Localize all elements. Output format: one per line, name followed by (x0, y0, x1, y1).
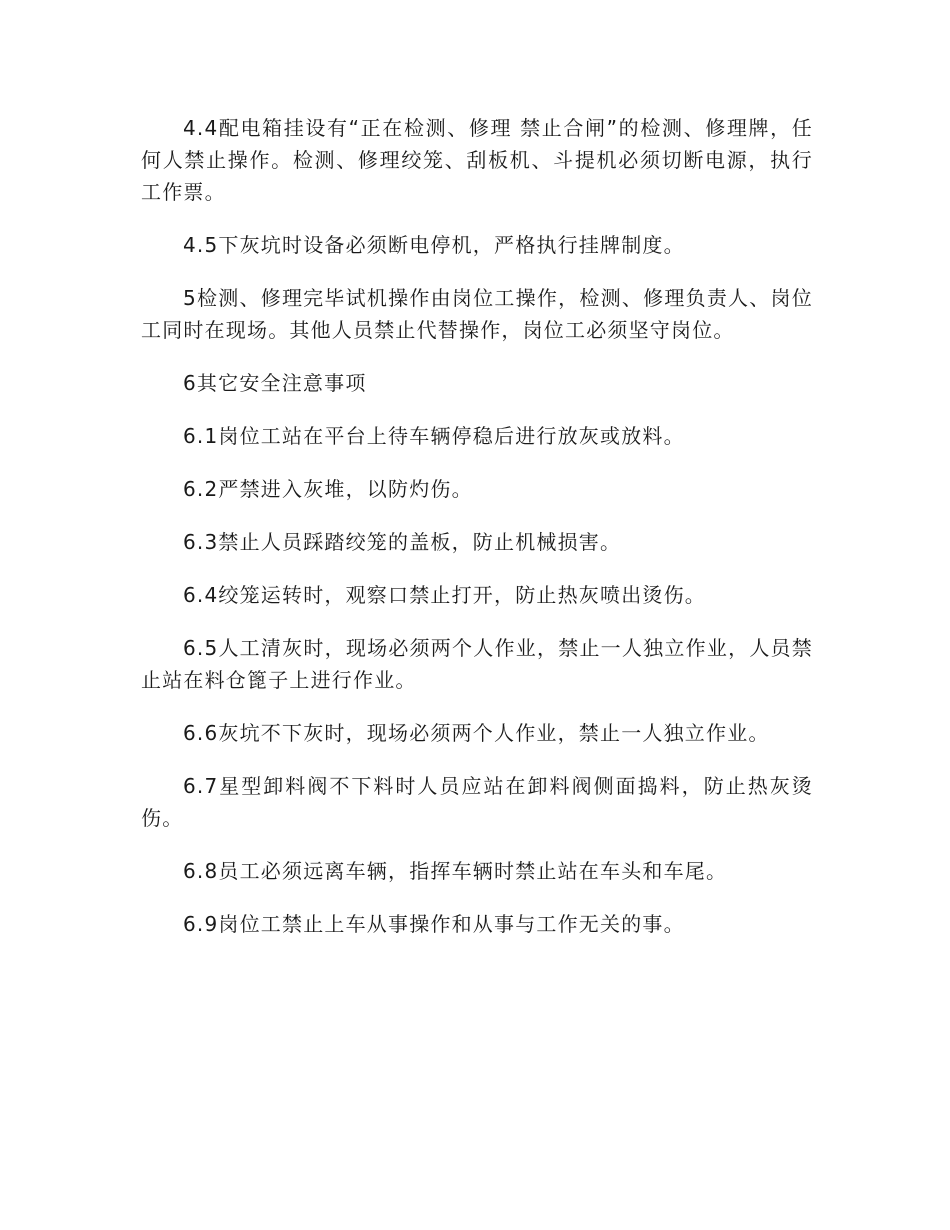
paragraph-4-4: 4.4配电箱挂设有“正在检测、修理 禁止合闸”的检测、修理牌，任何人禁止操作。检测、修理绞笼、刮板机、斗提机必须切断电源，执行工作票。 (141, 116, 813, 204)
paragraph-4-5: 4.5下灰坑时设备必须断电停机，严格执行挂牌制度。 (183, 233, 685, 257)
paragraph-6-5: 6.5人工清灰时，现场必须两个人作业，禁止一人独立作业，人员禁止站在料仓篦子上进行作业。 (141, 636, 813, 692)
paragraph-6-4: 6.4绞笼运转时，观察口禁止打开，防止热灰喷出烫伤。 (183, 583, 707, 607)
paragraph-6-3: 6.3禁止人员踩踏绞笼的盖板，防止机械损害。 (183, 530, 622, 554)
paragraph-6-2: 6.2严禁进入灰堆，以防灼伤。 (183, 477, 473, 501)
paragraph-6-6: 6.6灰坑不下灰时，现场必须两个人作业，禁止一人独立作业。 (183, 721, 770, 745)
paragraph-6-8: 6.8员工必须远离车辆，指挥车辆时禁止站在车头和车尾。 (183, 859, 728, 883)
document-body (141, 112, 813, 961)
paragraph-6-7: 6.7星型卸料阀不下料时人员应站在卸料阀侧面捣料，防止热灰烫伤。 (141, 774, 813, 830)
paragraph-6-9: 6.9岗位工禁止上车从事操作和从事与工作无关的事。 (183, 912, 685, 936)
paragraph-5: 5检测、修理完毕试机操作由岗位工操作，检测、修理负责人、岗位工同时在现场。其他人员禁止代替操作，岗位工必须坚守岗位。 (141, 286, 813, 342)
paragraph-6-1: 6.1岗位工站在平台上待车辆停稳后进行放灰或放料。 (183, 424, 685, 448)
section-heading-6: 6其它安全注意事项 (183, 371, 367, 395)
